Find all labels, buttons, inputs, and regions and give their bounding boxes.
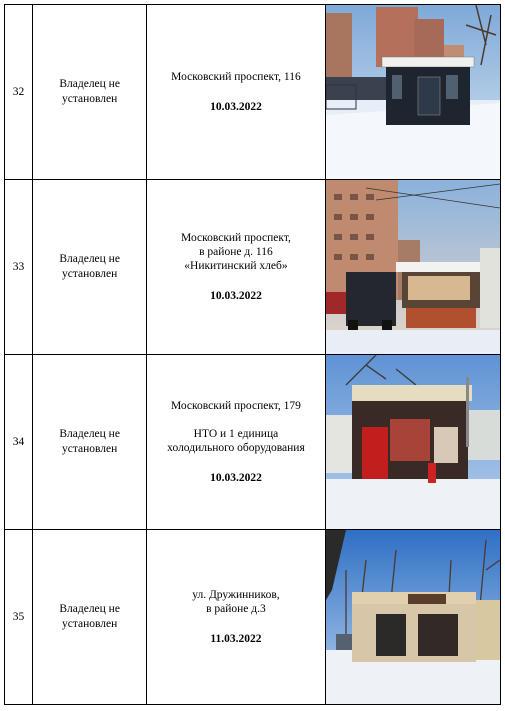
row-number: 34	[5, 355, 33, 530]
address-cell	[147, 180, 325, 355]
photo-cell	[325, 5, 500, 180]
photo-cell	[325, 180, 500, 355]
address-cell	[147, 5, 325, 180]
address-line: в районе д.3	[206, 603, 266, 615]
owner-cell: Владелец не установлен	[33, 180, 147, 355]
address-line: ул. Дружинников,	[192, 589, 280, 601]
address-line: Московский проспект, 116	[171, 71, 301, 83]
kiosk-photo	[326, 5, 500, 179]
table-row	[5, 355, 501, 530]
inspection-date: 10.03.2022	[210, 290, 262, 302]
row-number: 32	[5, 5, 33, 180]
kiosk-photo	[326, 355, 500, 529]
address-line: Московский проспект,	[181, 232, 291, 244]
inspection-date: 11.03.2022	[210, 633, 262, 645]
table-row	[5, 5, 501, 180]
owner-cell: Владелец не установлен	[33, 5, 147, 180]
photo-cell	[325, 530, 500, 705]
address-line: Московский проспект, 179	[170, 400, 301, 412]
table-row	[5, 180, 501, 355]
row-number: 33	[5, 180, 33, 355]
address-line: холодильного оборудования	[167, 442, 305, 454]
address-cell	[147, 530, 325, 705]
address-line: НТО и 1 единица	[193, 428, 279, 440]
owner-cell: Владелец не установлен	[33, 355, 147, 530]
table-row	[5, 530, 501, 705]
inspection-date: 10.03.2022	[210, 472, 262, 484]
address-line: «Никитинский хлеб»	[184, 260, 288, 272]
address-cell	[147, 355, 325, 530]
owner-cell: Владелец не установлен	[33, 530, 147, 705]
row-number: 35	[5, 530, 33, 705]
photo-cell	[325, 355, 500, 530]
address-spacer	[147, 413, 324, 427]
objects-table	[4, 4, 501, 705]
kiosk-photo	[326, 530, 500, 704]
kiosk-photo	[326, 180, 500, 354]
inspection-date: 10.03.2022	[210, 101, 262, 113]
address-line: в районе д. 116	[199, 246, 273, 258]
